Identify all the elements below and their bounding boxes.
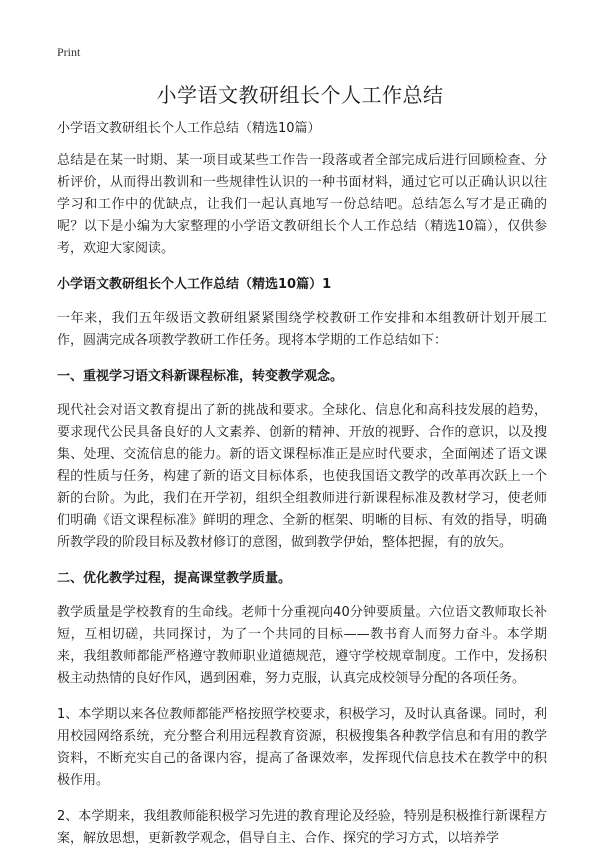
page-title: 小学语文教研组长个人工作总结 xyxy=(156,83,444,107)
part1-paragraph: 现代社会对语文教育提出了新的挑战和要求。全球化、信息化和高科技发展的趋势，要求现代公民具备良好的人文素养、创新的精神、开放的视野、合作的意识，以及搜集、处理、交流信息的能力。新的语文课程标准正是应时代要求，全面阐述了语文课程的性质与任务，构建了新的语文目标体系，也使我国语文教学的改革再次跃上一个新的台阶。为此，我们在开学初，组织全组教师进行新课程标准及教材学习，使老师们明确《语文课程标准》鲜明的理念、全新的框架、明晰的目标、有效的指导，明确所教学段的阶段目标及教材修订的意图，做到教学伊始，整体把握，有的放矢。 xyxy=(57,403,547,550)
list-item-2: 2、本学期来，我组教师能积极学习先进的教育理论及经验，特别是积极推行新课程方案，解放思想，更新教学观念，倡导自主、合作、探究的学习方式，以培养学 xyxy=(57,809,547,846)
document-subtitle: 小学语文教研组长个人工作总结（精选10篇） xyxy=(57,121,321,136)
list-item-1: 1、本学期以来各位教师都能严格按照学校要求，积极学习，及时认真备课。同时，利用校园网络系统，充分整合利用远程教育资源，积极搜集各种教学信息和有用的教学资料，不断充实自己的备课内容，提高了备课效率，发挥现代信息技术在教学中的积极作用。 xyxy=(57,707,547,788)
print-link[interactable]: Print xyxy=(57,45,81,59)
section1-heading: 小学语文教研组长个人工作总结（精选10篇）1 xyxy=(57,277,332,292)
section1-intro-paragraph: 一年来，我们五年级语文教研组紧紧围绕学校教研工作安排和本组教研计划开展工作，圆满完成各项教学教研工作任务。现将本学期的工作总结如下： xyxy=(57,311,547,348)
part2-paragraph: 教学质量是学校教育的生命线。老师十分重视向40分钟要质量。六位语文教师取长补短，互相切磋，共同探讨，为了一个共同的目标——教书育人而努力奋斗。本学期来，我组教师都能严格遵守教师职业道德规范，遵守学校规章制度。工作中，发扬积极主动热情的良好作风，遇到困难，努力克服，认真完成校领导分配的各项任务。 xyxy=(57,605,547,686)
part2-heading: 二、优化教学过程，提高课堂教学质量。 xyxy=(57,571,292,586)
document-body xyxy=(57,118,547,864)
intro-paragraph: 总结是在某一时期、某一项目或某些工作告一段落或者全部完成后进行回顾检查、分析评价，从而得出教训和一些规律性认识的一种书面材料，通过它可以正确认识以往学习和工作中的优缺点，让我们一起认真地写一份总结吧。总结怎么写才是正确的呢？以下是小编为大家整理的小学语文教研组长个人工作总结（精选10篇），仅供参考，欢迎大家阅读。 xyxy=(57,153,547,256)
part1-heading: 一、重视学习语文科新课程标准，转变教学观念。 xyxy=(57,369,344,384)
